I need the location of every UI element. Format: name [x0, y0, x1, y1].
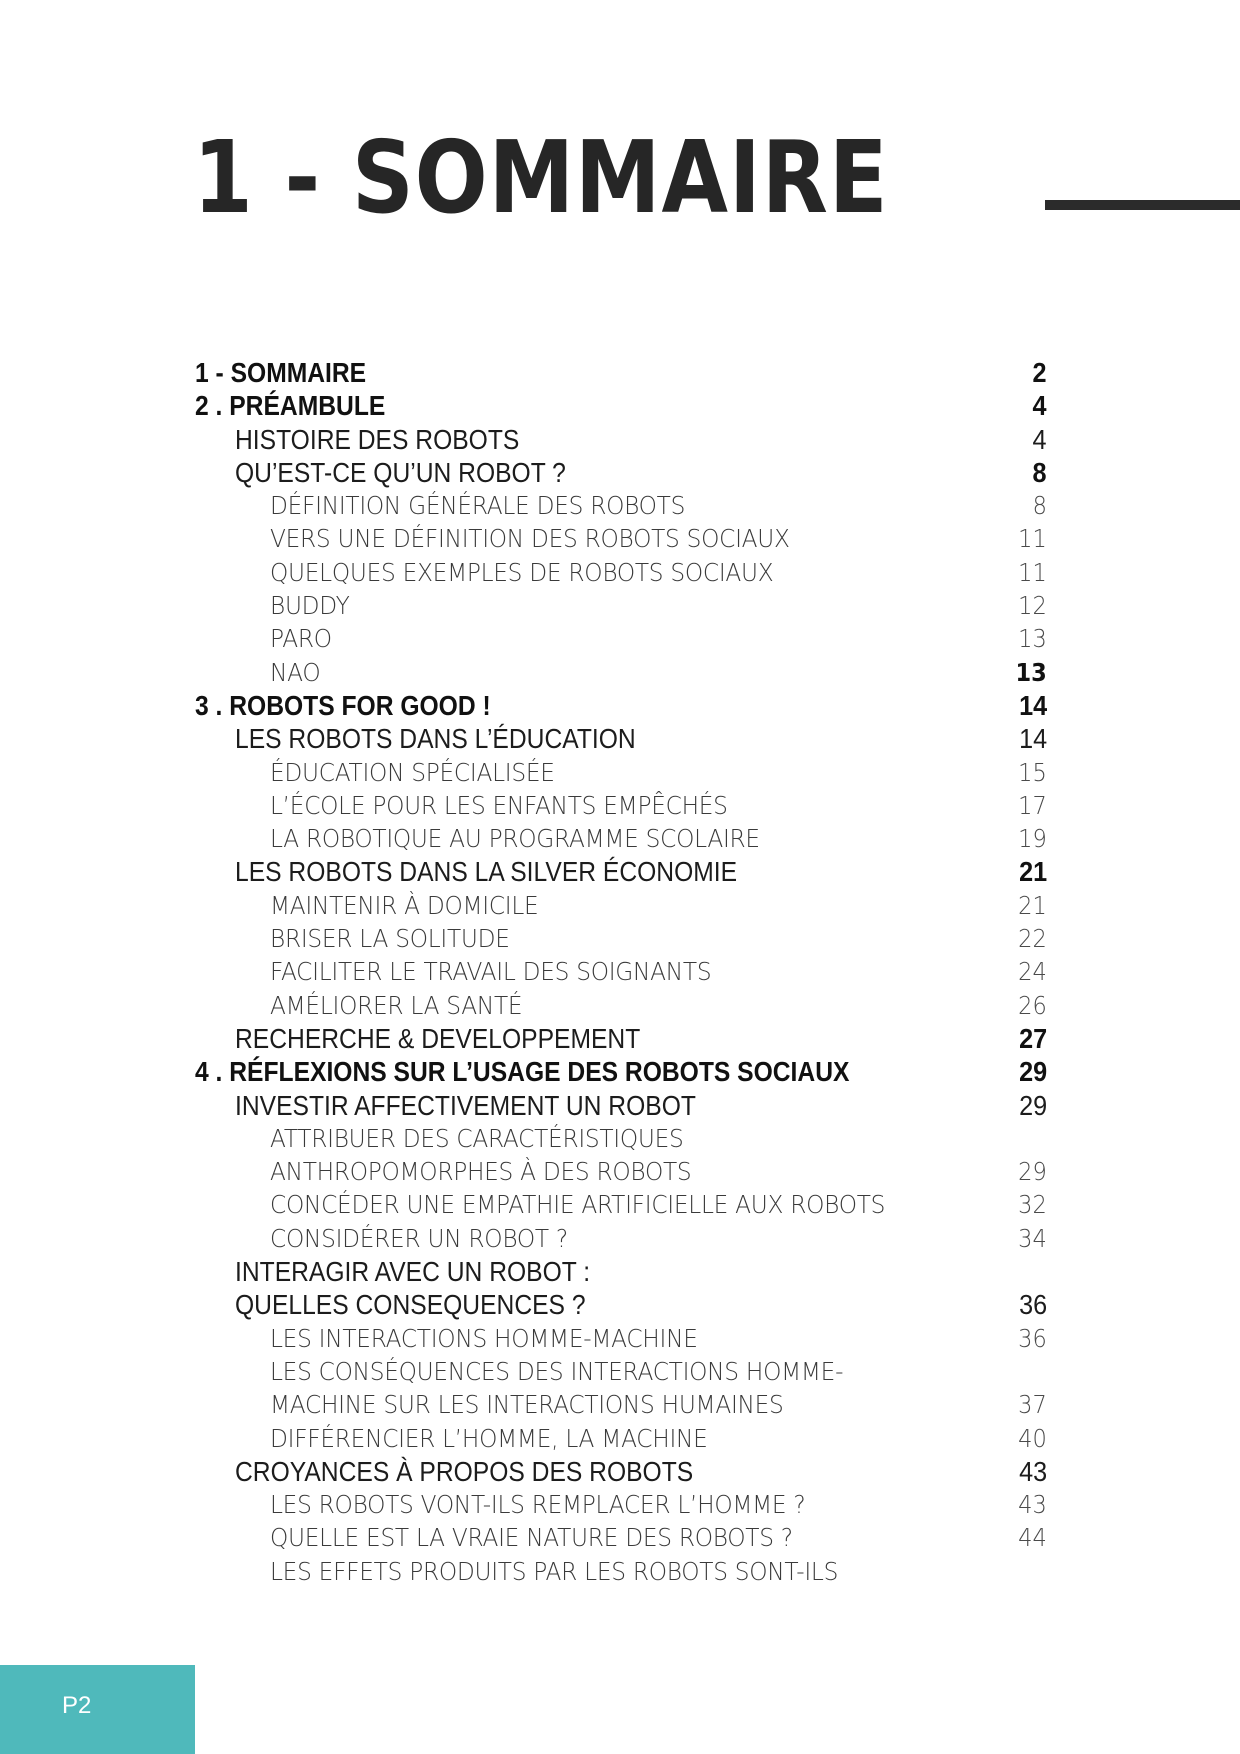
toc-entry[interactable] — [195, 1222, 1047, 1255]
toc-entry[interactable] — [195, 1355, 1047, 1388]
toc-entry[interactable] — [195, 689, 1047, 722]
toc-entry-label: DÉFINITION GÉNÉRALE DES ROBOTS — [270, 491, 686, 521]
toc-entry-label: QUELLES CONSEQUENCES ? — [235, 1289, 586, 1321]
toc-entry-label: LES ROBOTS DANS L’ÉDUCATION — [235, 723, 636, 755]
toc-entry-page-number: 4 — [1032, 423, 1047, 455]
toc-entry[interactable] — [195, 456, 1047, 489]
toc-entry-label: FACILITER LE TRAVAIL DES SOIGNANTS — [270, 957, 712, 987]
toc-entry-page-number: 32 — [1018, 1190, 1047, 1220]
toc-entry[interactable] — [195, 955, 1047, 988]
toc-entry[interactable] — [195, 1089, 1047, 1122]
toc-entry-page-number: 4 — [1032, 390, 1047, 422]
toc-entry-label: LES INTERACTIONS HOMME-MACHINE — [270, 1323, 698, 1353]
toc-entry[interactable] — [195, 522, 1047, 555]
toc-entry[interactable] — [195, 1122, 1047, 1155]
toc-entry-label: L’ÉCOLE POUR LES ENFANTS EMPÊCHÉS — [270, 790, 728, 820]
toc-entry[interactable] — [195, 1188, 1047, 1221]
toc-entry-page-number: 8 — [1032, 491, 1047, 521]
page-title: 1 - SOMMAIRE — [193, 119, 889, 236]
toc-entry[interactable] — [195, 1322, 1047, 1355]
toc-entry-page-number: 43 — [1018, 1455, 1047, 1487]
toc-entry-page-number: 29 — [1018, 1157, 1047, 1187]
toc-entry[interactable] — [195, 1422, 1047, 1455]
toc-entry[interactable] — [195, 889, 1047, 922]
toc-entry-label: ANTHROPOMORPHES À DES ROBOTS — [270, 1157, 692, 1187]
toc-entry-page-number: 36 — [1018, 1289, 1047, 1321]
toc-entry-label: 1 - SOMMAIRE — [195, 357, 367, 388]
toc-entry-label: ÉDUCATION SPÉCIALISÉE — [270, 757, 555, 787]
toc-entry-page-number: 14 — [1018, 723, 1047, 755]
toc-entry-label: VERS UNE DÉFINITION DES ROBOTS SOCIAUX — [270, 524, 790, 554]
toc-entry-label: LES ROBOTS DANS LA SILVER ÉCONOMIE — [235, 856, 738, 888]
page-number-badge — [0, 1665, 195, 1754]
toc-entry[interactable] — [195, 1555, 1047, 1588]
toc-entry-page-number: 17 — [1018, 790, 1047, 820]
toc-entry-label: BUDDY — [270, 591, 350, 621]
toc-entry[interactable] — [195, 789, 1047, 822]
toc-entry[interactable] — [195, 489, 1047, 522]
toc-entry-label: AMÉLIORER LA SANTÉ — [270, 990, 523, 1020]
title-rule-divider — [1045, 200, 1240, 210]
toc-entry-label: BRISER LA SOLITUDE — [270, 924, 510, 954]
table-of-contents — [195, 356, 1047, 1588]
toc-entry-page-number: 29 — [1018, 1056, 1047, 1088]
toc-entry[interactable] — [195, 1488, 1047, 1521]
toc-entry-label: DIFFÉRENCIER L’HOMME, LA MACHINE — [270, 1423, 708, 1453]
toc-entry-page-number: 26 — [1018, 990, 1047, 1020]
toc-entry-page-number: 11 — [1018, 524, 1047, 554]
toc-entry-label: MACHINE SUR LES INTERACTIONS HUMAINES — [270, 1390, 784, 1420]
toc-entry[interactable] — [195, 1055, 1047, 1088]
toc-entry-label: CROYANCES À PROPOS DES ROBOTS — [235, 1455, 694, 1487]
toc-entry-page-number: 15 — [1018, 757, 1047, 787]
toc-entry-page-number: 12 — [1018, 591, 1047, 621]
toc-entry-label: INVESTIR AFFECTIVEMENT UN ROBOT — [235, 1089, 696, 1121]
toc-entry-label: 4 . RÉFLEXIONS SUR L’USAGE DES ROBOTS SOCIAUX — [195, 1056, 850, 1088]
toc-entry-label: CONCÉDER UNE EMPATHIE ARTIFICIELLE AUX ROBOTS — [270, 1190, 886, 1220]
toc-entry-page-number: 36 — [1018, 1323, 1047, 1353]
toc-entry[interactable] — [195, 922, 1047, 955]
toc-entry[interactable] — [195, 423, 1047, 456]
toc-entry-label: CONSIDÉRER UN ROBOT ? — [270, 1223, 568, 1253]
toc-entry[interactable] — [195, 855, 1047, 888]
toc-entry-page-number: 22 — [1018, 924, 1047, 954]
toc-entry-page-number: 19 — [1018, 824, 1047, 854]
toc-entry[interactable] — [195, 822, 1047, 855]
toc-entry[interactable] — [195, 556, 1047, 589]
toc-entry-page-number: 27 — [1018, 1022, 1047, 1054]
toc-entry-page-number: 21 — [1018, 890, 1047, 920]
toc-entry-label: LA ROBOTIQUE AU PROGRAMME SCOLAIRE — [270, 824, 760, 854]
toc-entry-label: QUELQUES EXEMPLES DE ROBOTS SOCIAUX — [270, 557, 774, 587]
toc-entry-page-number: 29 — [1018, 1089, 1047, 1121]
page-number: P2 — [62, 1692, 92, 1719]
toc-entry[interactable] — [195, 1155, 1047, 1188]
toc-entry[interactable] — [195, 1455, 1047, 1488]
toc-entry-page-number: 8 — [1032, 456, 1047, 488]
toc-entry[interactable] — [195, 389, 1047, 422]
toc-entry-page-number: 37 — [1018, 1390, 1047, 1420]
toc-entry[interactable] — [195, 1288, 1047, 1321]
toc-entry-page-number: 13 — [1018, 624, 1047, 654]
toc-entry-page-number: 40 — [1018, 1423, 1047, 1453]
toc-entry-label: LES ROBOTS VONT-ILS REMPLACER L’HOMME ? — [270, 1490, 806, 1520]
toc-entry-label: QU’EST-CE QU’UN ROBOT ? — [235, 456, 566, 488]
toc-entry[interactable] — [195, 1388, 1047, 1421]
toc-entry-label: INTERAGIR AVEC UN ROBOT : — [235, 1256, 591, 1288]
toc-entry-page-number: 2 — [1032, 357, 1047, 388]
toc-entry-label: 3 . ROBOTS FOR GOOD ! — [195, 689, 491, 721]
toc-entry-label: MAINTENIR À DOMICILE — [270, 890, 539, 920]
toc-entry-label: NAO — [270, 657, 321, 687]
toc-entry[interactable] — [195, 722, 1047, 755]
toc-entry-page-number: 21 — [1018, 856, 1047, 888]
toc-entry-label: LES EFFETS PRODUITS PAR LES ROBOTS SONT-ILS — [270, 1556, 839, 1586]
toc-entry-page-number: 34 — [1018, 1223, 1047, 1253]
toc-entry-page-number: 11 — [1018, 557, 1047, 587]
toc-entry-page-number: 14 — [1018, 689, 1047, 721]
toc-entry-label: LES CONSÉQUENCES DES INTERACTIONS HOMME- — [270, 1356, 844, 1386]
toc-entry[interactable] — [195, 1022, 1047, 1055]
toc-entry[interactable] — [195, 656, 1047, 689]
toc-entry[interactable] — [195, 756, 1047, 789]
toc-entry[interactable] — [195, 622, 1047, 655]
toc-entry-page-number: 43 — [1018, 1490, 1047, 1520]
toc-entry-label: HISTOIRE DES ROBOTS — [235, 423, 520, 455]
toc-entry-label: 2 . PRÉAMBULE — [195, 390, 386, 422]
toc-entry-label: RECHERCHE & DEVELOPPEMENT — [235, 1022, 641, 1054]
toc-entry[interactable] — [195, 589, 1047, 622]
toc-entry-label: QUELLE EST LA VRAIE NATURE DES ROBOTS ? — [270, 1523, 793, 1553]
toc-entry[interactable] — [195, 1255, 1047, 1288]
toc-entry-label: PARO — [270, 624, 332, 654]
toc-entry[interactable] — [195, 989, 1047, 1022]
toc-entry-label: ATTRIBUER DES CARACTÉRISTIQUES — [270, 1123, 684, 1153]
toc-entry-page-number: 24 — [1018, 957, 1047, 987]
toc-entry[interactable] — [195, 1521, 1047, 1554]
toc-entry-page-number: 44 — [1018, 1523, 1047, 1553]
toc-entry[interactable] — [195, 356, 1047, 389]
toc-entry-page-number: 13 — [1015, 657, 1047, 687]
